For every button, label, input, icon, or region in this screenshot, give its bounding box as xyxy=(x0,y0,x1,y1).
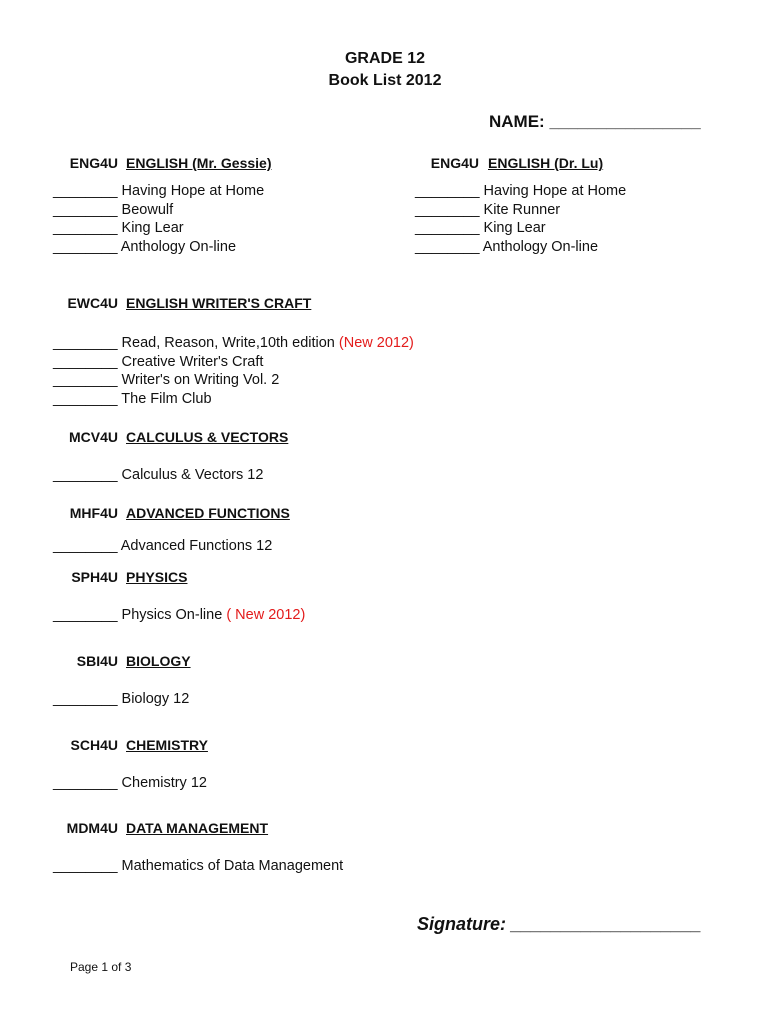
course-code: MCV4U xyxy=(68,429,118,445)
book-item: ________ Having Hope at Home xyxy=(415,183,627,199)
book-item: ________ Kite Runner xyxy=(415,201,561,218)
book-item: ________ Anthology On-line xyxy=(415,238,599,255)
book-item: ________ Biology 12 xyxy=(53,691,190,707)
book-list xyxy=(53,182,264,256)
book-item: ________ Anthology On-line xyxy=(53,238,237,255)
page-subtitle: Book List 2012 xyxy=(328,72,442,89)
page-number: Page 1 of 3 xyxy=(70,960,132,974)
book-item: ________ Physics On-line ( New 2012) xyxy=(53,607,306,623)
course-title: ENGLISH (Dr. Lu) xyxy=(488,155,604,171)
course-code: SCH4U xyxy=(70,737,118,753)
course-code: SPH4U xyxy=(71,569,118,585)
book-item: ________ The Film Club xyxy=(53,390,212,407)
book-item: ________ Read, Reason, Write,10th edition (New 2012) xyxy=(53,335,414,351)
new-badge: ( New 2012) xyxy=(226,607,306,623)
course-title: PHYSICS xyxy=(126,569,188,585)
course-title: ENGLISH (Mr. Gessie) xyxy=(126,155,272,171)
course-code: SBI4U xyxy=(76,653,118,669)
course-title: CHEMISTRY xyxy=(126,737,208,753)
signature-field[interactable]: Signature: ___________________ xyxy=(417,914,702,934)
book-list xyxy=(53,334,414,408)
book-item: ________ Beowulf xyxy=(53,201,174,218)
course-title: ENGLISH WRITER'S CRAFT xyxy=(126,295,312,311)
book-item: ________ Chemistry 12 xyxy=(53,775,207,791)
course-code: MDM4U xyxy=(66,820,118,836)
book-item: ________ Calculus & Vectors 12 xyxy=(53,467,264,483)
course-code: MHF4U xyxy=(69,505,118,521)
page-title: GRADE 12 xyxy=(344,50,426,67)
book-item: ________ Creative Writer's Craft xyxy=(53,353,264,370)
new-badge: (New 2012) xyxy=(338,335,414,351)
name-field[interactable]: NAME: ________________ xyxy=(489,112,701,131)
course-title: BIOLOGY xyxy=(126,653,191,669)
course-title: ADVANCED FUNCTIONS xyxy=(126,505,290,521)
course-title: DATA MANAGEMENT xyxy=(126,820,269,836)
book-item: ________ King Lear xyxy=(53,220,184,236)
book-item: ________ Having Hope at Home xyxy=(53,183,265,199)
course-code: ENG4U xyxy=(430,155,479,171)
book-item: ________ Advanced Functions 12 xyxy=(53,538,273,554)
book-list xyxy=(415,182,626,256)
course-code: ENG4U xyxy=(69,155,118,171)
course-title: CALCULUS & VECTORS xyxy=(126,429,289,445)
book-item: ________ Mathematics of Data Management xyxy=(53,858,344,874)
book-item: ________ King Lear xyxy=(415,220,546,236)
course-code: EWC4U xyxy=(67,295,118,311)
book-item: ________ Writer's on Writing Vol. 2 xyxy=(53,372,280,388)
